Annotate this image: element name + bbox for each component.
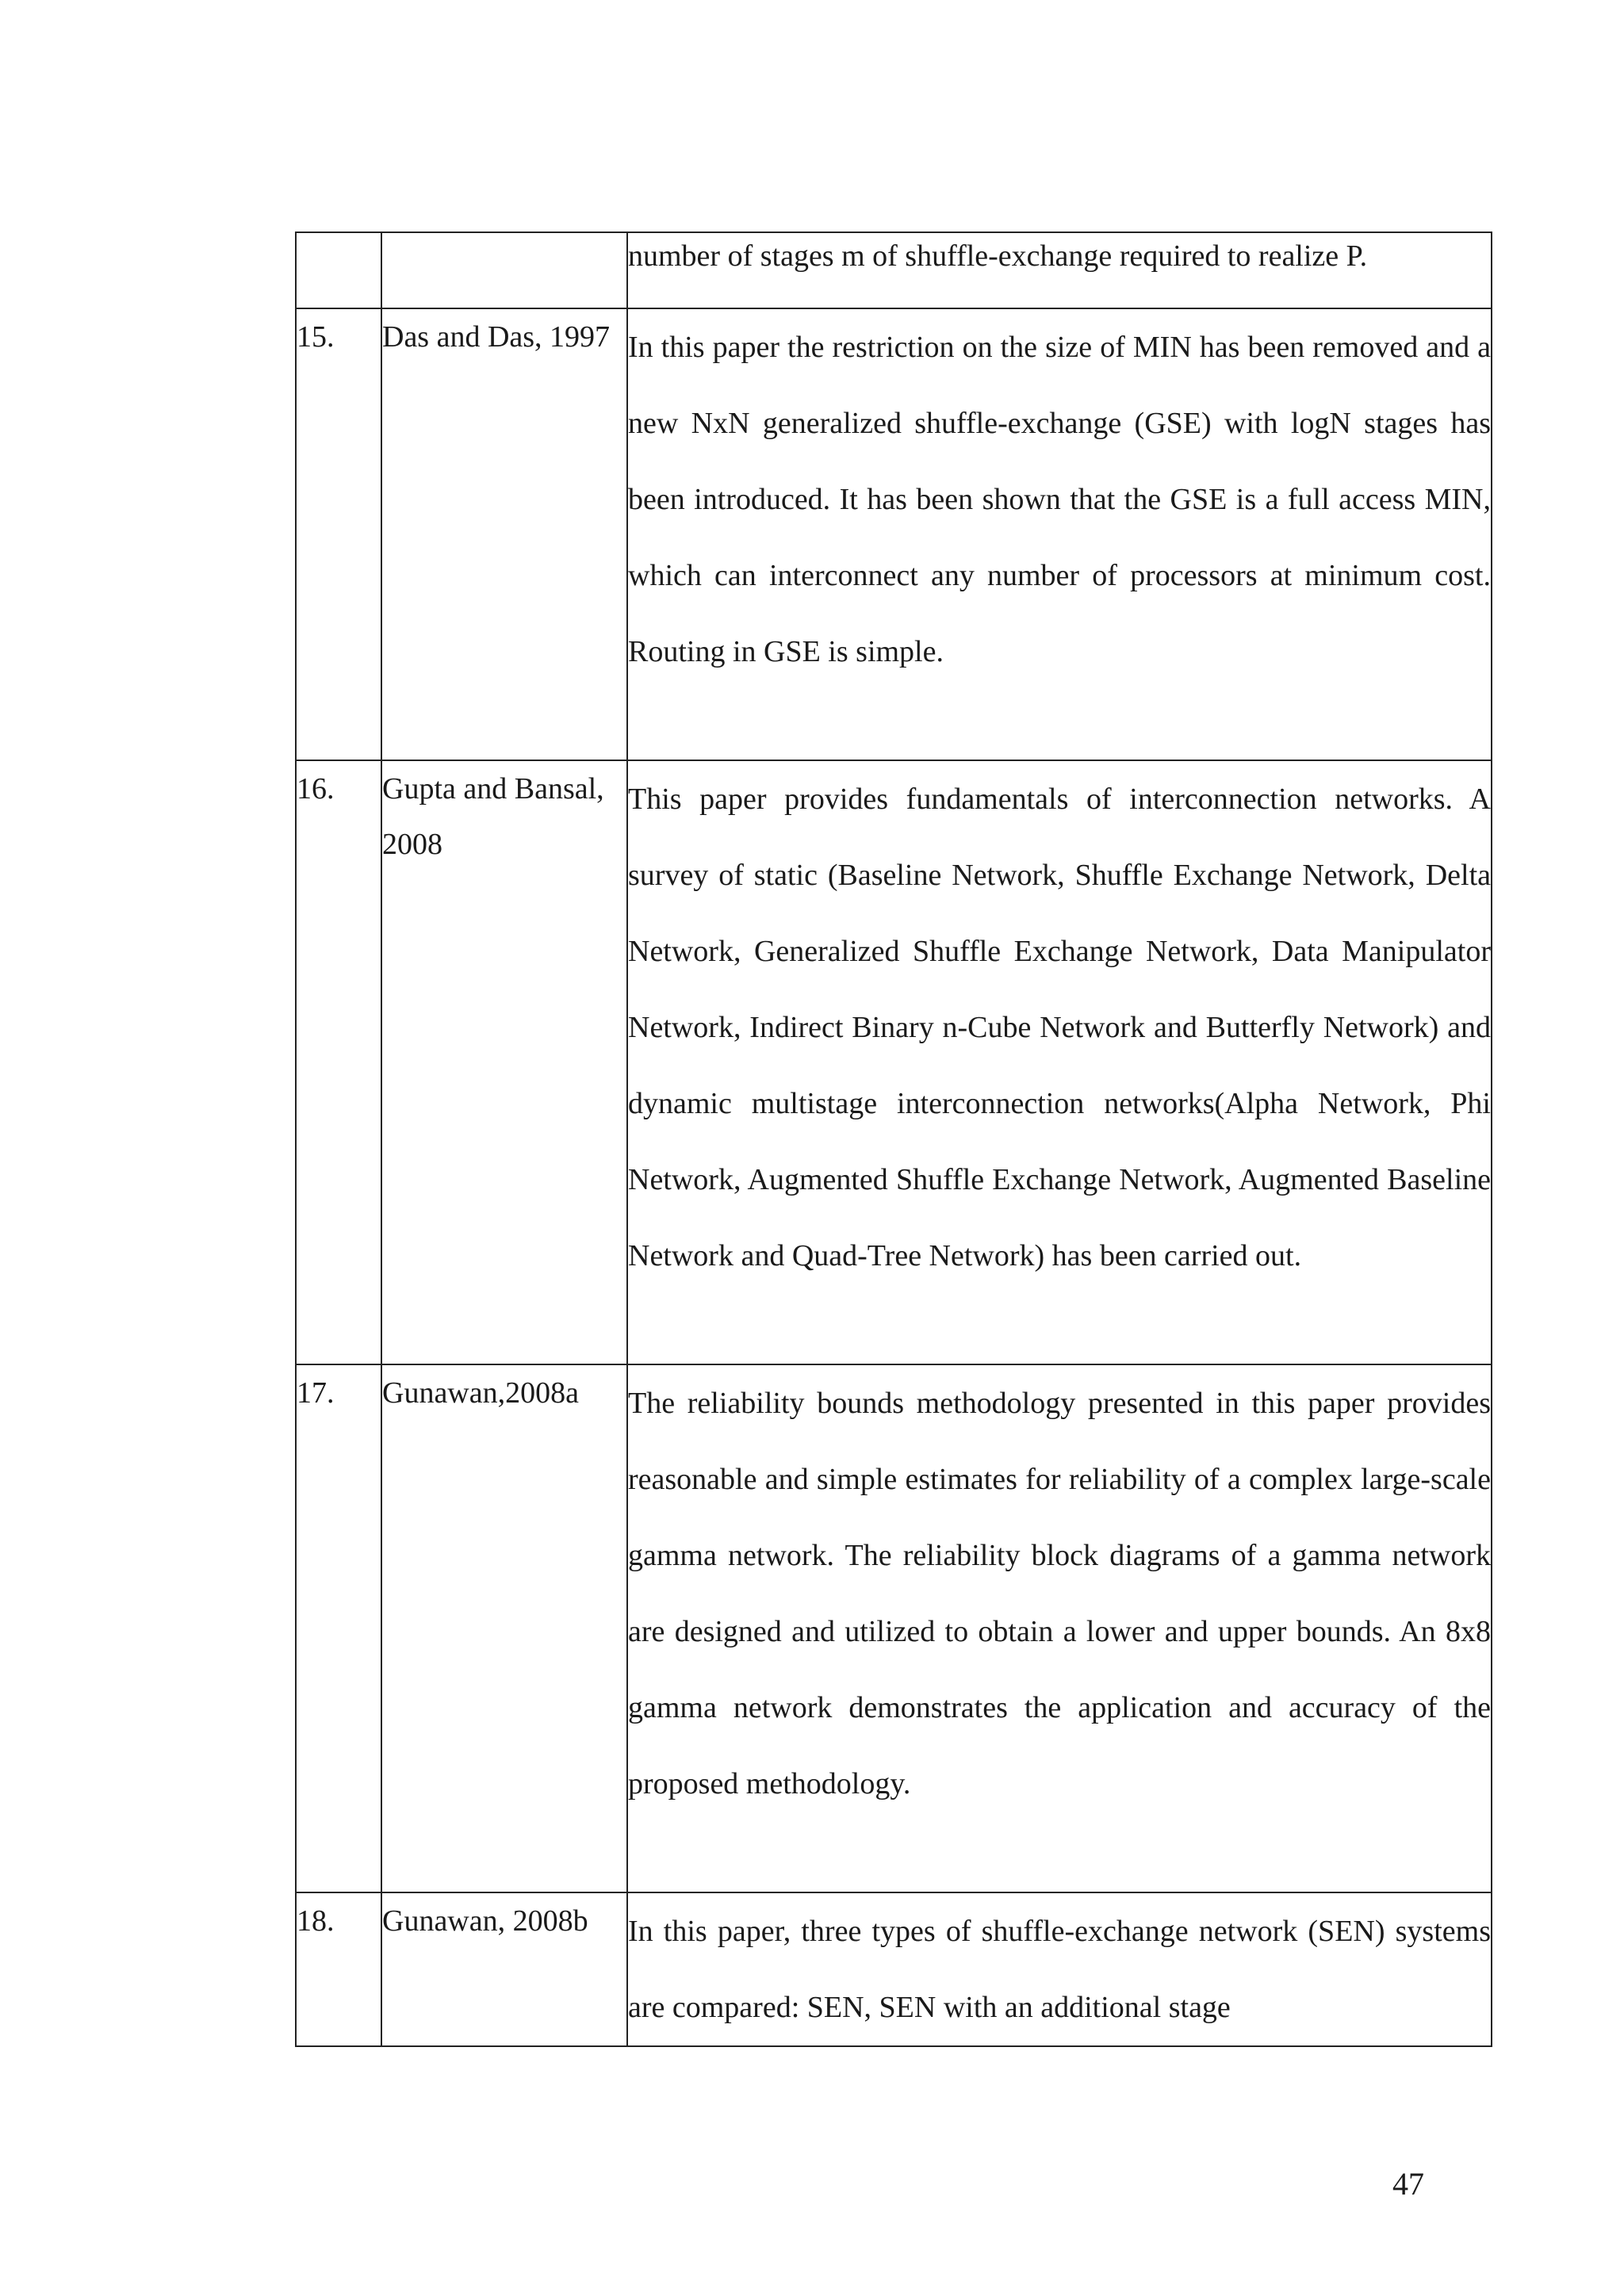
row-number: 15.: [296, 308, 381, 760]
row-author: Gupta and Bansal, 2008: [381, 760, 627, 1364]
page-number: 47: [1392, 2166, 1424, 2202]
row-description: The reliability bounds methodology presented in this paper provides reasonable and simple estimates for reliability of a complex large-scale gamma network. The reliability block diagrams of a gamma network are designed and utilized to obtain a lower and upper bounds. An 8x8 gamma network demonstrates the application and accuracy of the proposed methodology.: [627, 1364, 1492, 1892]
row-number: 17.: [296, 1364, 381, 1892]
row-author: [381, 232, 627, 308]
row-description: In this paper, three types of shuffle-exchange network (SEN) systems are compared: SEN, SEN with an additional stage: [627, 1892, 1492, 2046]
row-description: In this paper the restriction on the size of MIN has been removed and a new NxN generalized shuffle-exchange (GSE) with logN stages has been introduced. It has been shown that the GSE is a full access MIN, which can interconnect any number of processors at minimum cost. Routing in GSE is simple.: [627, 308, 1492, 760]
row-number: 18.: [296, 1892, 381, 2046]
row-author: Gunawan,2008a: [381, 1364, 627, 1892]
row-author: Gunawan, 2008b: [381, 1892, 627, 2046]
row-number: [296, 232, 381, 308]
table-row: [296, 1364, 1492, 1892]
table-row: [296, 1892, 1492, 2046]
row-author: Das and Das, 1997: [381, 308, 627, 760]
table-row: [296, 760, 1492, 1364]
row-number: 16.: [296, 760, 381, 1364]
literature-review-table: [295, 232, 1492, 2047]
table-row: [296, 308, 1492, 760]
table-row: [296, 232, 1492, 308]
row-description: This paper provides fundamentals of interconnection networks. A survey of static (Baseline Network, Shuffle Exchange Network, Delta Network, Generalized Shuffle Exchange Network, Data Manipulator Network, Indirect Binary n-Cube Network and Butterfly Network) and dynamic multistage interconnection networks(Alpha Network, Phi Network, Augmented Shuffle Exchange Network, Augmented Baseline Network and Quad-Tree Network) has been carried out.: [627, 760, 1492, 1364]
row-description: number of stages m of shuffle-exchange required to realize P.: [627, 232, 1492, 308]
